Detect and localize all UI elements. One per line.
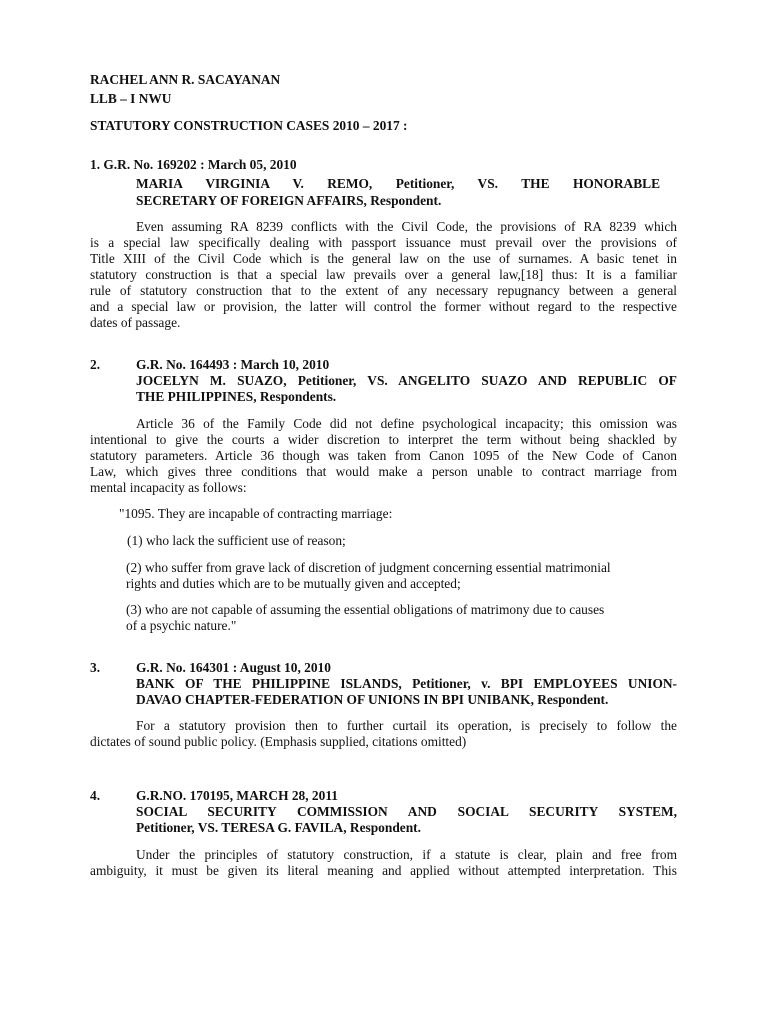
course-info: LLB – I NWU [90,91,172,106]
case-3-parties-line-1: BANK OF THE PHILIPPINE ISLANDS, Petitioner, v. BPI EMPLOYEES UNION- [136,676,677,691]
case-1-parties-line-1: MARIA VIRGINIA V. REMO, Petitioner, VS. THE HONORABLE [136,176,660,191]
case-1-body-line-2: is a special law specifically dealing with passport issuance must prevail over the provisions of [90,235,677,250]
case-3-heading: G.R. No. 164301 : August 10, 2010 [136,660,331,675]
quote-item-1: (1) who lack the sufficient use of reason; [127,533,346,548]
case-2-body-line-3: statutory parameters. Article 36 though was taken from Canon 1095 of the New Code of Canon [90,448,677,463]
case-3-number: 3. [90,660,101,675]
case-4-body-line-1: Under the principles of statutory construction, if a statute is clear, plain and free from [136,847,677,862]
case-4-body-line-2: ambiguity, it must be given its literal meaning and applied without attempted interpretation. This [90,863,677,878]
case-4-parties-line-1: SOCIAL SECURITY COMMISSION AND SOCIAL SECURITY SYSTEM, [136,804,677,819]
case-1-body-line-6: and a special law or provision, the latter will control the former without regard to the respective [90,299,677,314]
quote-item-3-line-1: (3) who are not capable of assuming the essential obligations of matrimony due to causes [126,602,605,617]
case-1-heading: 1. G.R. No. 169202 : March 05, 2010 [90,157,297,172]
case-2-heading: G.R. No. 164493 : March 10, 2010 [136,357,330,372]
quote-intro: "1095. They are incapable of contracting marriage: [119,506,393,521]
case-2-body-line-5: mental incapacity as follows: [90,480,247,495]
case-2-body-line-2: intentional to give the courts a wider discretion to interpret the term without being shackled by [90,432,677,447]
case-3-body-line-2: dictates of sound public policy. (Emphasis supplied, citations omitted) [90,734,467,749]
case-2-parties-line-2: THE PHILIPPINES, Respondents. [136,389,337,404]
author-name: RACHEL ANN R. SACAYANAN [90,72,281,87]
case-1-body-line-4: statutory construction is that a special law prevails over a general law,[18] thus: It is a familiar [90,267,677,282]
quote-item-3-line-2: of a psychic nature." [126,618,237,633]
case-2-body-line-4: Law, which gives three conditions that would make a person unable to contract marriage from [90,464,677,479]
quote-item-2-line-1: (2) who suffer from grave lack of discretion of judgment concerning essential matrimonial [126,560,611,575]
case-1-body-line-7: dates of passage. [90,315,181,330]
case-3-body-line-1: For a statutory provision then to further curtail its operation, is precisely to follow the [136,718,677,733]
case-4-parties-line-2: Petitioner, VS. TERESA G. FAVILA, Respondent. [136,820,421,835]
case-2-number: 2. [90,357,101,372]
case-1-body-line-3: Title XIII of the Civil Code which is the general law on the use of surnames. A basic tenet in [90,251,677,266]
case-2-parties-line-1: JOCELYN M. SUAZO, Petitioner, VS. ANGELITO SUAZO AND REPUBLIC OF [136,373,677,388]
case-1-body-line-5: rule of statutory construction that to the extent of any necessary repugnancy between a general [90,283,677,298]
case-4-number: 4. [90,788,101,803]
case-3-parties-line-2: DAVAO CHAPTER-FEDERATION OF UNIONS IN BPI UNIBANK, Respondent. [136,692,609,707]
case-1-body-line-1: Even assuming RA 8239 conflicts with the Civil Code, the provisions of RA 8239 which [136,219,677,234]
case-1-parties-line-2: SECRETARY OF FOREIGN AFFAIRS, Respondent. [136,193,442,208]
case-4-heading: G.R.NO. 170195, MARCH 28, 2011 [136,788,338,803]
quote-item-2-line-2: rights and duties which are to be mutually given and accepted; [126,576,461,591]
document-title: STATUTORY CONSTRUCTION CASES 2010 – 2017 : [90,118,408,133]
case-2-body-line-1: Article 36 of the Family Code did not define psychological incapacity; this omission was [136,416,677,431]
